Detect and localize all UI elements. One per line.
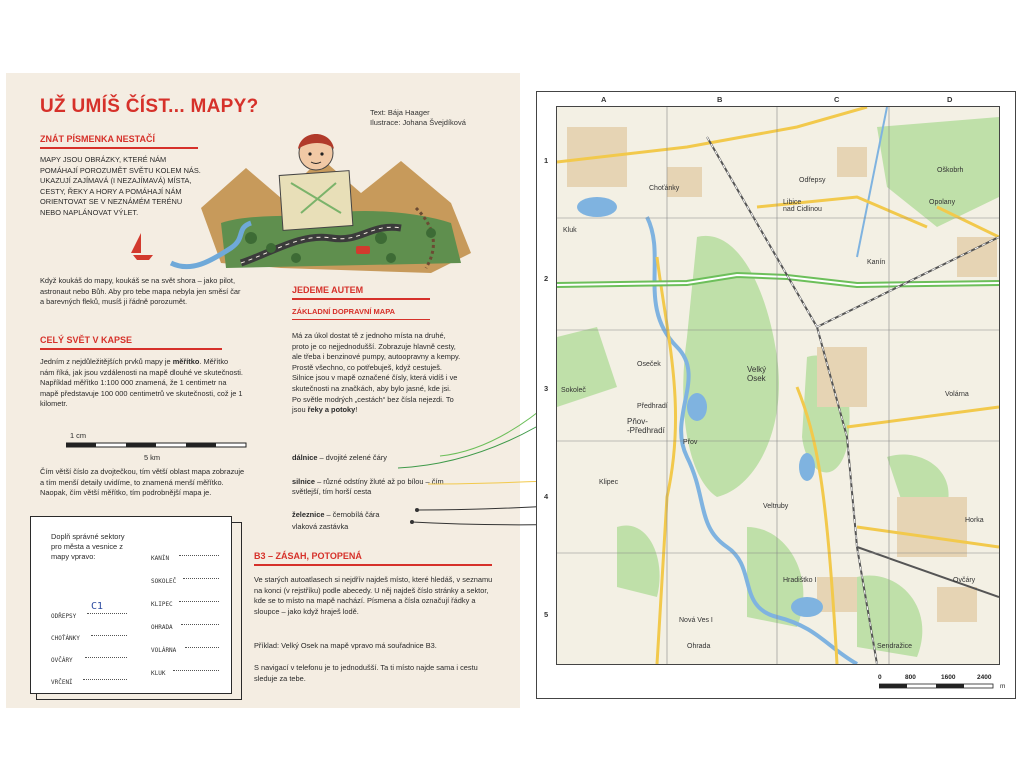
legend-desc: vlaková zastávka [292, 522, 349, 531]
exercise-item-name: KANÍN [151, 555, 170, 562]
exercise-item [151, 616, 221, 639]
exercise-item [151, 593, 221, 616]
map-drawing [557, 107, 999, 664]
place-chotanky: Choťánky [649, 185, 680, 192]
exercise-item [51, 671, 131, 693]
section-heading-kapsa: CELÝ SVĚT V KAPSE [40, 335, 222, 350]
exercise-item [51, 649, 131, 671]
legend-desc: – různé odstíny žluté až po bílou – čím světlejší, tím horší cesta [292, 477, 444, 496]
place-oskobrh: Oškobrh [937, 167, 964, 174]
place-klipec: Klipec [599, 479, 619, 486]
answer-line[interactable] [173, 662, 219, 671]
section-text-autem-bold: řeky a potoky [307, 405, 356, 415]
exercise-item-answer[interactable]: C1 [91, 601, 104, 612]
exercise-card-front [30, 516, 232, 694]
scale-bar-small-label: 1 cm [70, 431, 87, 440]
exercise-card [30, 516, 240, 704]
article-page [6, 73, 520, 708]
place-ovcary: Ovčáry [953, 577, 976, 584]
exercise-item [51, 627, 131, 649]
intro-text: Když koukáš do mapy, koukáš se na svět shora – jako pilot, astronaut nebo Bůh. Aby pro tebe mapa nebyla jen směsí čar a barevných fleků, musíš ji řádně porozumět. [40, 276, 241, 307]
forest-areas [557, 117, 999, 657]
place-pnov-predhradi: Pňov- -Předhradí [627, 417, 665, 435]
exercise-item [151, 662, 221, 685]
place-predhradi: Předhradí [637, 403, 668, 410]
legend-term: silnice [292, 477, 316, 486]
map-column-label: D [947, 95, 953, 104]
legend-desc: – dvojité zelené čáry [317, 453, 387, 462]
place-ohrada: Ohrada [687, 643, 711, 650]
legend-term: železnice [292, 510, 325, 519]
exercise-left-list [51, 601, 131, 693]
map-row-label: 3 [544, 384, 549, 393]
section-heading-b3: B3 – ZÁSAH, POTOPENÁ [254, 551, 492, 566]
exercise-item [151, 547, 221, 570]
article-title: UŽ UMÍŠ ČÍST... MAPY? [40, 96, 259, 117]
map-frame [536, 91, 1016, 699]
place-kluk: Kluk [563, 227, 577, 234]
map-column-label: A [601, 95, 607, 104]
map-row-label: 4 [544, 492, 549, 501]
place-velky-osek: Velký Osek [747, 365, 767, 383]
answer-line[interactable] [87, 605, 127, 614]
exercise-right-list [151, 547, 221, 685]
place-osecek: Oseček [637, 361, 661, 368]
exercise-item-name: VRČENÍ [51, 679, 73, 686]
map-column-label: C [834, 95, 840, 104]
map-scale-label: 1600 [941, 674, 956, 681]
section-heading-pismenka: ZNÁT PÍSMENKA NESTAČÍ [40, 134, 198, 149]
exercise-item-name: CHOŤÁNKY [51, 635, 80, 642]
map-reading-illustration [131, 113, 511, 278]
exercise-item [151, 570, 221, 593]
answer-line[interactable] [91, 627, 127, 636]
scale-bar-large-label: 5 km [144, 453, 161, 462]
place-oplany: Opolany [929, 199, 956, 206]
section-text-b3-3: S navigací v telefonu je to jednodušší. Ta ti místo najde sama i cestu sleduje za tebe. [254, 663, 478, 683]
section-text-kapsa-bold: měřítko [172, 357, 200, 366]
exercise-item-name: VOLÁRNA [151, 647, 177, 654]
section-text-b3-2: Příklad: Velký Osek na mapě vpravo má souřadnice B3. [254, 641, 437, 650]
place-odrepsy: Odřepsy [799, 177, 826, 184]
section-heading-autem: JEDEME AUTEM [292, 285, 430, 300]
scale-bar [66, 441, 256, 449]
section-subheading-mapa: ZÁKLADNÍ DOPRAVNÍ MAPA [292, 307, 430, 320]
exercise-instruction: Doplň správné sektory pro města a vesnice z mapy vpravo: [51, 532, 125, 562]
place-prov: Přov [683, 439, 698, 446]
map-column-label: B [717, 95, 723, 104]
answer-line[interactable] [183, 570, 219, 579]
answer-line[interactable] [179, 547, 219, 556]
exercise-item-name: KLUK [151, 670, 166, 677]
place-sendrazice: Sendražice [877, 643, 913, 650]
answer-line[interactable] [83, 671, 127, 680]
legend-silnice [292, 477, 462, 497]
map-row-label: 5 [544, 610, 549, 619]
section-text-autem-before: Má za úkol dostat tě z jednoho místa na druhé, proto je co nejjednodušší. Zobrazuje hlavně cesty, ale třeba i benzinové pumpy, autoopravny a kempy. Prostě všechno, co potřebuješ, když cestuješ. Silnice jsou v mapě označené čísly, která vidíš i ve skutečnosti na značkách, aby bylo jasné, kde jsi. Po světle modrých „cestách“ bez čísla nejezdi. To jsou [292, 331, 461, 415]
legend-term: dálnice [292, 453, 318, 462]
section-text-kapsa [40, 357, 244, 410]
map-scale-unit: m [1000, 683, 1006, 690]
answer-line[interactable] [185, 639, 219, 648]
map-scale-label: 800 [905, 674, 916, 681]
exercise-item-name: ODŘEPSY [51, 613, 77, 620]
map-scale-label: 0 [878, 674, 882, 681]
exercise-item-name: OVČÁRY [51, 657, 73, 664]
section-text-b3-1: Ve starých autoatlasech si nejdřív najdeš místo, které hledáš, v seznamu na konci (v rejstříku) podle abecedy. U něj najdeš číslo stránky a sektor, kde se to místo na mapě nachází. Písmena a čísla označují řádky a sloupce – jako když hraješ lodě. [254, 575, 493, 616]
exercise-item-name: OHRADA [151, 624, 173, 631]
place-volarna: Volárna [945, 391, 969, 398]
credit-illustration: Ilustrace: Johana Švejdíková [370, 118, 466, 127]
section-text-autem-after: ! [355, 405, 358, 415]
exercise-item-name: KLIPEC [151, 601, 173, 608]
section-text-kapsa-before: Jedním z nejdůležitějších prvků mapy je [40, 357, 173, 366]
exercise-item-name: SOKOLEČ [151, 578, 177, 585]
legend-dalnice [292, 453, 492, 463]
place-horka: Horka [965, 517, 984, 524]
place-nova-ves: Nová Ves I [679, 617, 713, 624]
map-row-label: 2 [544, 274, 549, 283]
place-sokolec: Sokoleč [561, 387, 586, 394]
place-hradistko: Hradištko I [783, 577, 817, 584]
section-text-pismenka: MAPY JSOU OBRÁZKY, KTERÉ NÁM POMÁHAJÍ POROZUMĚT SVĚTU KOLEM NÁS. UKAZUJÍ ZAJÍMAVÁ (I NEZAJÍMAVÁ) MÍSTA, CESTY, ŘEKY A HORY A POMÁHAJÍ NÁM ORIENTOVAT SE V NEZNÁMÉM TERÉNU NEBO NAPLÁNOVAT VÝLET. [40, 155, 201, 217]
place-veltruby: Veltruby [763, 503, 789, 510]
exercise-item [151, 639, 221, 662]
section-text-autem [292, 331, 462, 416]
place-kanin: Kanín [867, 259, 886, 266]
legend-zeleznice [292, 510, 492, 520]
legend-desc: – černobílá čára [324, 510, 380, 519]
section-text-kapsa-after: . Měřítko nám říká, jak jsou vzdálenosti na mapě dlouhé ve skutečnosti. Například měřítko 1:100 000 znamená, že 1 centimetr na mapě představuje 100 000 centimetrů ve skutečnosti, což je 1 kilometr. [40, 357, 243, 409]
motorway [557, 275, 999, 285]
answer-line[interactable] [85, 649, 127, 658]
answer-line[interactable] [179, 593, 219, 602]
map-area[interactable] [556, 106, 1000, 665]
answer-line[interactable] [181, 616, 219, 625]
exercise-item [51, 601, 131, 627]
map-row-label: 1 [544, 156, 549, 165]
map-scale-label: 2400 [977, 674, 992, 681]
credit-text: Text: Bája Haager [370, 108, 430, 117]
section-text-kapsa-2: Čím větší číslo za dvojtečkou, tím větší oblast mapa zobrazuje a tím menší detaily uvidíme, to znamená menší měřítko. Naopak, čím větší měřítko, tím podrobnější mapa je. [40, 467, 245, 498]
map-scale-bar [879, 683, 999, 689]
place-libice: Libice nad Cidlinou [783, 199, 822, 213]
legend-zastavka [292, 522, 492, 532]
